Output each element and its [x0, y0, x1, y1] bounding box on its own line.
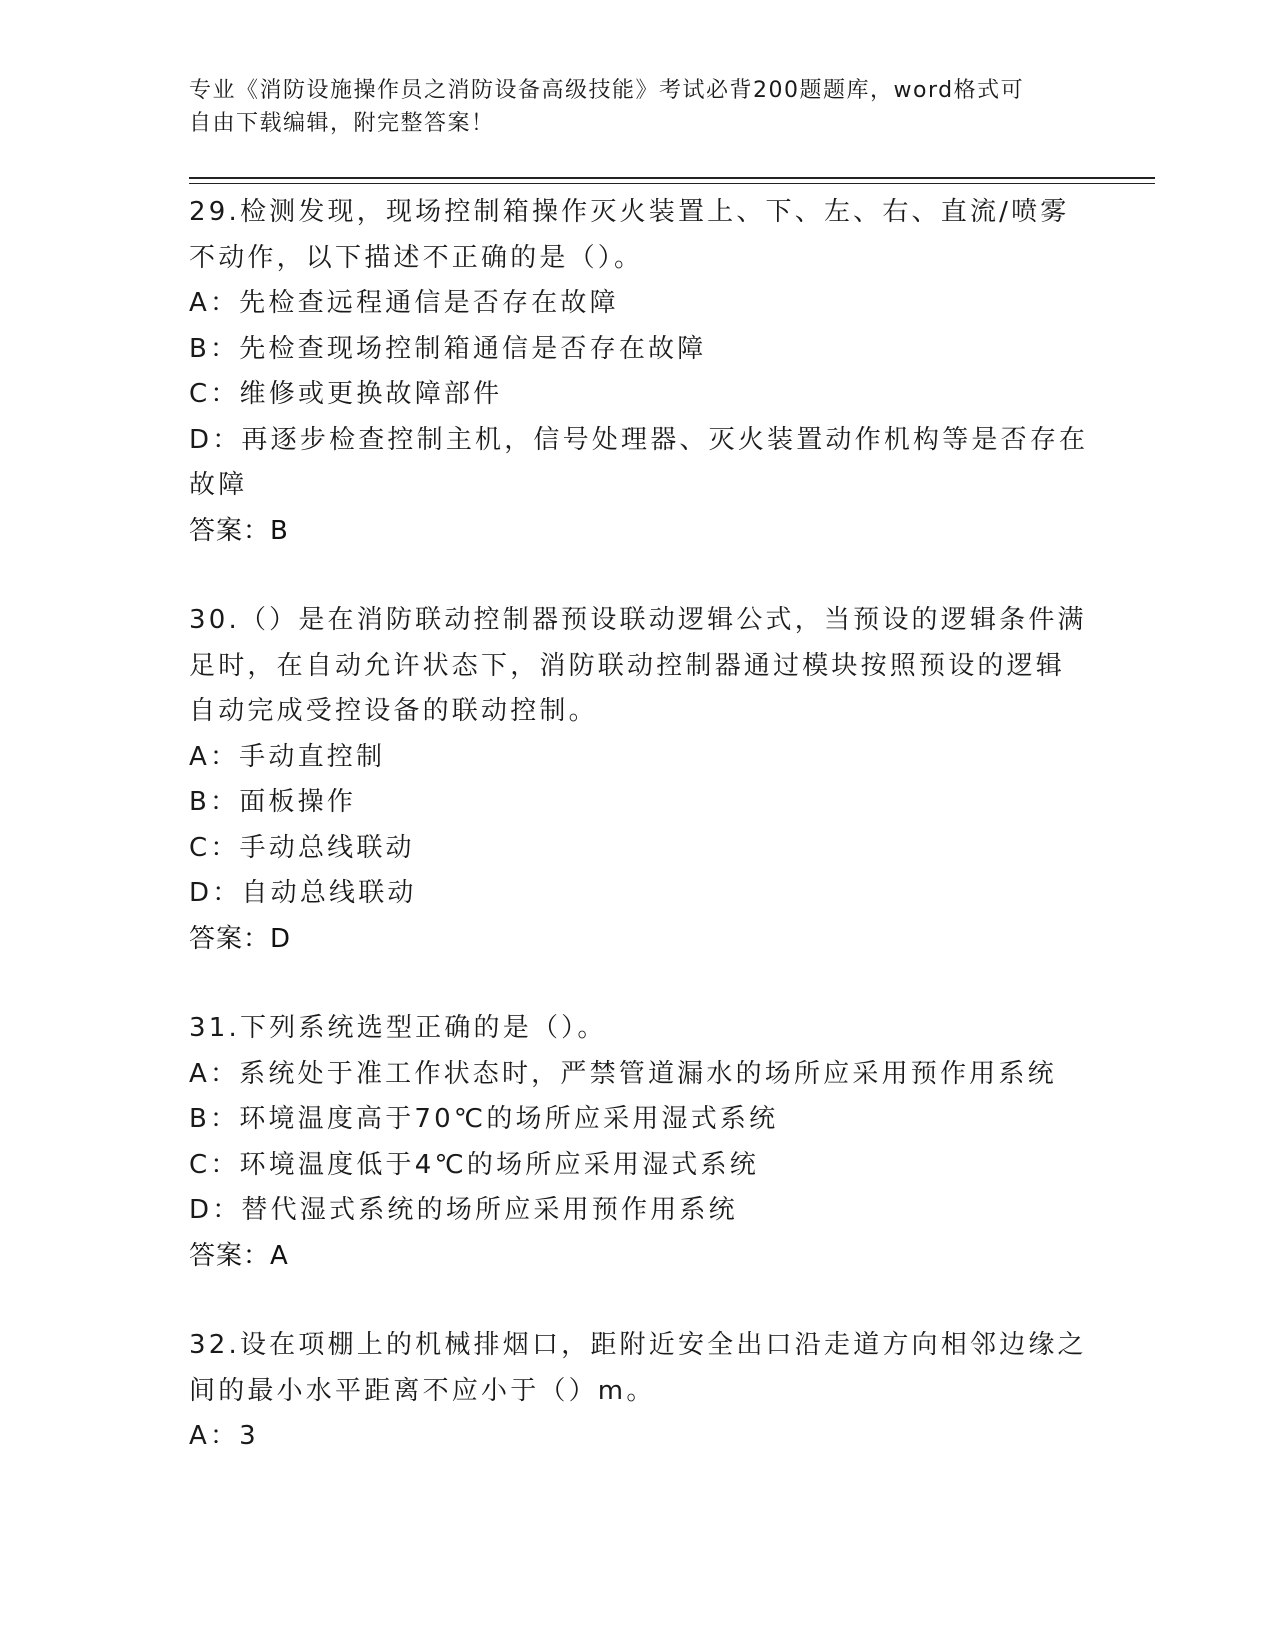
option-d-continued: 故障	[189, 470, 248, 500]
question-32	[189, 1323, 1089, 1460]
option-a: A：3	[189, 1421, 259, 1451]
answer: 答案：A	[189, 1240, 289, 1271]
question-stem: 31.下列系统选型正确的是（）。	[189, 1013, 607, 1043]
question-stem: 30.（）是在消防联动控制器预设联动逻辑公式，当预设的逻辑条件满	[189, 605, 1087, 635]
option-b: B：先检查现场控制箱通信是否存在故障	[189, 333, 707, 364]
option-a: A：系统处于准工作状态时，严禁管道漏水的场所应采用预作用系统	[189, 1058, 1057, 1089]
question-stem: 自动完成受控设备的联动控制。	[189, 696, 598, 726]
header-divider-thin	[189, 183, 1155, 184]
answer: 答案：D	[189, 923, 292, 954]
document-header	[189, 74, 1069, 140]
header-line-2: 自由下载编辑，附完整答案！	[189, 111, 495, 136]
question-list	[189, 190, 1089, 1504]
question-31	[189, 1006, 1089, 1279]
option-c: C：环境温度低于4℃的场所应采用湿式系统	[189, 1149, 759, 1180]
question-stem: 足时，在自动允许状态下，消防联动控制器通过模块按照预设的逻辑	[189, 650, 1066, 681]
option-a: A：先检查远程通信是否存在故障	[189, 288, 619, 318]
question-stem: 不动作，以下描述不正确的是（）。	[189, 242, 644, 273]
question-stem: 间的最小水平距离不应小于（）m。	[189, 1375, 656, 1406]
header-line-1: 专业《消防设施操作员之消防设备高级技能》考试必背200题题库，word格式可	[189, 78, 1025, 103]
option-d: D：自动总线联动	[189, 878, 417, 908]
option-b: B：环境温度高于70℃的场所应采用湿式系统	[189, 1104, 779, 1134]
option-a: A：手动直控制	[189, 741, 386, 772]
option-c: C：维修或更换故障部件	[189, 379, 503, 409]
question-stem: 29.检测发现，现场控制箱操作灭火装置上、下、左、右、直流/喷雾	[189, 197, 1070, 227]
question-stem: 32.设在项棚上的机械排烟口，距附近安全出口沿走道方向相邻边缘之	[189, 1330, 1087, 1360]
header-divider-thick	[189, 177, 1155, 179]
question-29	[189, 190, 1089, 554]
option-c: C：手动总线联动	[189, 832, 415, 863]
option-b: B：面板操作	[189, 787, 357, 817]
question-30	[189, 598, 1089, 962]
option-d: D：再逐步检查控制主机，信号处理器、灭火装置动作机构等是否存在	[189, 424, 1089, 455]
answer: 答案：B	[189, 515, 289, 546]
option-d: D：替代湿式系统的场所应采用预作用系统	[189, 1195, 738, 1225]
